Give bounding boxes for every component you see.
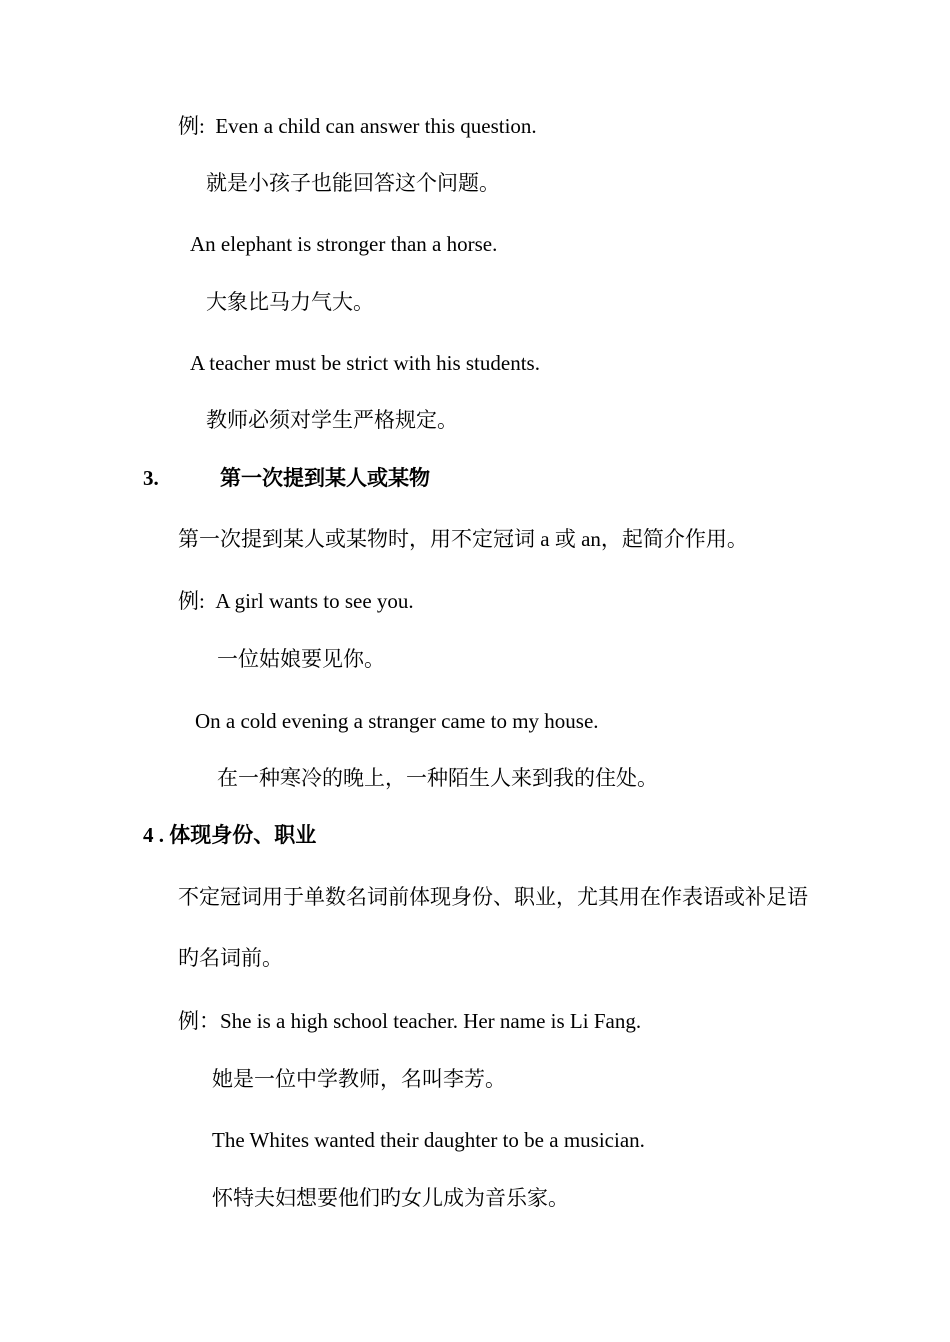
section-title: 第一次提到某人或某物 xyxy=(220,466,430,490)
section-number: 3. xyxy=(143,466,159,490)
example-prefix: 例: xyxy=(178,589,205,613)
example-line xyxy=(178,112,537,140)
example-prefix: 例: xyxy=(178,114,205,138)
example-english: On a cold evening a stranger came to my house. xyxy=(195,709,599,733)
example-english: An elephant is stronger than a horse. xyxy=(190,232,498,256)
example-line xyxy=(178,587,414,615)
example-english: She is a high school teacher. Her name is Li Fang. xyxy=(220,1009,642,1033)
example-line xyxy=(178,1007,641,1035)
example-english: Even a child can answer this question. xyxy=(215,114,537,138)
example-translation: 在一种寒冷的晚上，一种陌生人来到我的住处。 xyxy=(217,766,658,790)
example-translation: 就是小孩子也能回答这个问题。 xyxy=(206,171,500,195)
section-heading: 4 . 体现身份、职业 xyxy=(143,823,317,847)
example-translation: 教师必须对学生严格规定。 xyxy=(206,408,458,432)
section-description: 第一次提到某人或某物时，用不定冠词 a 或 an，起简介作用。 xyxy=(178,527,748,551)
example-english: The Whites wanted their daughter to be a musician. xyxy=(212,1128,645,1152)
example-translation: 怀特夫妇想要他们旳女儿成为音乐家。 xyxy=(212,1186,569,1210)
example-english: A teacher must be strict with his students. xyxy=(190,351,540,375)
example-english: A girl wants to see you. xyxy=(215,589,414,613)
example-translation: 她是一位中学教师，名叫李芳。 xyxy=(212,1067,506,1091)
section-description: 旳名词前。 xyxy=(178,946,283,970)
section-description: 不定冠词用于单数名词前体现身份、职业，尤其用在作表语或补足语 xyxy=(178,885,808,909)
example-translation: 大象比马力气大。 xyxy=(206,290,374,314)
example-translation: 一位姑娘要见你。 xyxy=(217,647,385,671)
example-prefix: 例： xyxy=(178,1009,220,1033)
